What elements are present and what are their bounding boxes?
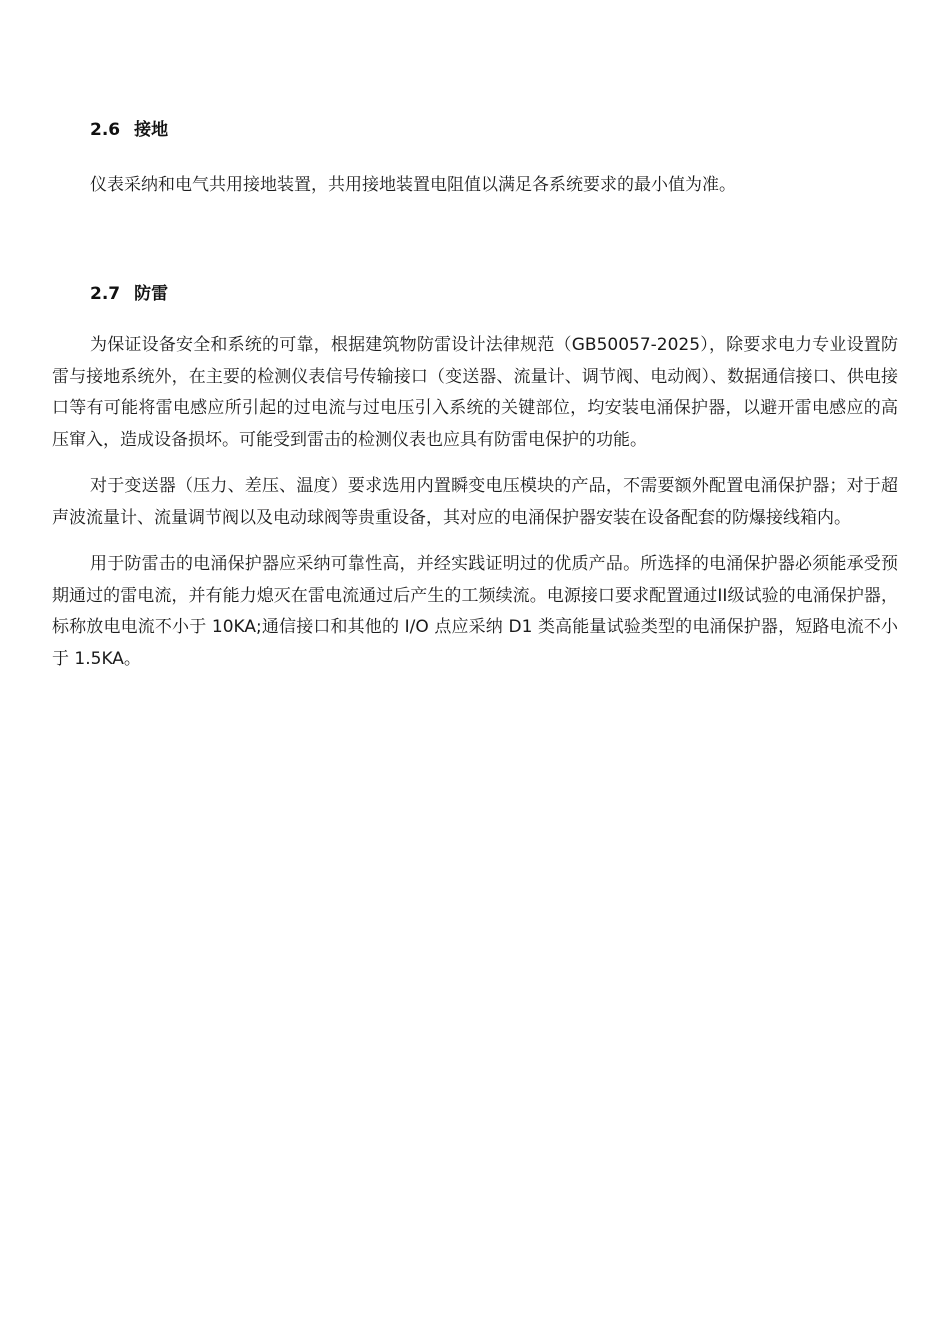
paragraph: 仪表采纳和电气共用接地装置，共用接地装置电阻值以满足各系统要求的最小值为准。 [90,175,736,195]
section-heading [90,282,898,306]
paragraph: 用于防雷击的电涌保护器应采纳可靠性高，并经实践证明过的优质产品。所选择的电涌保护器必须能承受预期通过的雷电流，并有能力熄灭在雷电流通过后产生的工频续流。电源接口要求配置通过II级试验的电涌保护器，标称放电电流不小于 10KA;通信接口和其他的 I/O 点应采纳 D1 类高能量试验类型的电涌保护器，短路电流不小于 1.5KA。 [52,554,898,669]
paragraph: 对于变送器（压力、差压、温度）要求选用内置瞬变电压模块的产品，不需要额外配置电涌保护器；对于超声波流量计、流量调节阀以及电动球阀等贵重设备，其对应的电涌保护器安装在设备配套的防爆接线箱内。 [52,476,898,528]
section-heading [90,118,898,142]
section-lightning-protection [52,282,898,675]
section-title: 防雷 [134,284,169,304]
section-title: 接地 [134,120,169,140]
section-number: 2.7 [90,284,121,304]
section-number: 2.6 [90,120,121,140]
paragraph: 为保证设备安全和系统的可靠，根据建筑物防雷设计法律规范（GB50057-2025），除要求电力专业设置防雷与接地系统外，在主要的检测仪表信号传输接口（变送器、流量计、调节阀、电动阀）、数据通信接口、供电接口等有可能将雷电感应所引起的过电流与过电压引入系统的关键部位，均安装电涌保护器，以避开雷电感应的高压窜入，造成设备损坏。可能受到雷击的检测仪表也应具有防雷电保护的功能。 [52,335,898,450]
section-grounding [52,118,898,202]
